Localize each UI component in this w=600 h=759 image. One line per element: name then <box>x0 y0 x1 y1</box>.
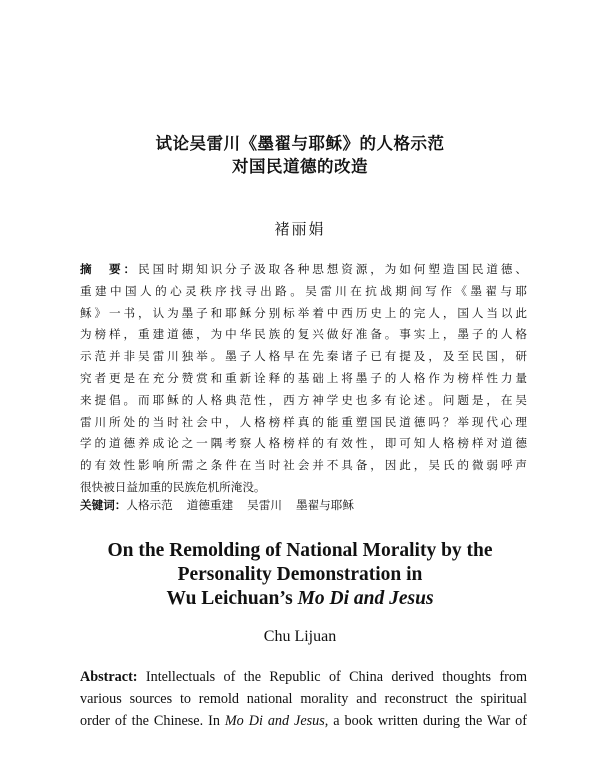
chinese-keywords-label: 关键词： <box>80 498 127 512</box>
keyword: 道德重建 <box>186 498 234 512</box>
chinese-abstract-line: 很快被日益加重的民族危机所淹没。 <box>80 479 266 494</box>
chinese-abstract-line: 重建中国人的心灵秩序找寻出路。吴雷川在抗战期间写作《墨翟与耶 <box>80 283 527 298</box>
english-abstract-line: order of the Chinese. In Mo Di and Jesus, a book written during the War of <box>80 712 527 729</box>
english-author: Chu Lijuan <box>263 628 337 645</box>
english-abstract-line: Abstract: Intellectuals of the Republic of China derived thoughts from <box>80 669 528 685</box>
english-title-line-1: On the Remolding of National Morality by the <box>107 540 493 561</box>
keyword: 吴雷川 <box>247 498 282 512</box>
english-title-book-name: Mo Di and Jesus <box>297 588 434 609</box>
chinese-abstract-line: 究者更是在充分赞赏和重新诠释的基础上将墨子的人格作为榜样性力量 <box>80 370 527 385</box>
chinese-keywords <box>80 497 527 513</box>
chinese-abstract <box>80 259 527 499</box>
english-title-line-3: Wu Leichuan’s Mo Di and Jesus <box>166 588 434 609</box>
keyword: 人格示范 <box>126 498 173 512</box>
chinese-abstract-line: 摘 要：民国时期知识分子汲取各种思想资源，为如何塑造国民道德、 <box>80 262 527 276</box>
keyword: 墨翟与耶稣 <box>295 498 354 512</box>
chinese-abstract-line: 稣》一书，认为墨子和耶稣分别标举着中西历史上的完人，国人当以此 <box>80 305 527 320</box>
chinese-abstract-label: 摘 要： <box>80 262 139 276</box>
english-abstract-line: various sources to remold national morality and reconstruct the spiritual <box>80 690 527 707</box>
english-title-line-2: Personality Demonstration in <box>177 564 423 585</box>
chinese-abstract-line: 示范并非吴雷川独举。墨子人格早在先秦诸子已有提及，及至民国，研 <box>80 349 527 364</box>
chinese-abstract-line: 为榜样，重建道德，为中华民族的复兴做好准备。事实上，墨子的人格 <box>80 327 527 342</box>
chinese-abstract-line: 学的道德养成论之一隅考察人格榜样的有效性，即可知人格榜样对道德 <box>80 436 527 451</box>
chinese-abstract-line: 来提倡。而耶稣的人格典范性，西方神学史也多有论述。问题是，在吴 <box>80 392 527 407</box>
english-abstract-label: Abstract: <box>80 669 138 685</box>
chinese-author: 褚丽娟 <box>274 220 326 238</box>
chinese-abstract-line: 的有效性影响所需之条件在当时社会并不具备，因此，吴氏的微弱呼声 <box>80 458 527 473</box>
chinese-title-line-1: 试论吴雷川《墨翟与耶稣》的人格示范 <box>155 134 445 153</box>
english-abstract <box>80 667 527 732</box>
chinese-title-line-2: 对国民道德的改造 <box>232 157 368 176</box>
chinese-abstract-line: 雷川所处的当时社会中，人格榜样真的能重塑国民道德吗？举现代心理 <box>80 414 527 429</box>
